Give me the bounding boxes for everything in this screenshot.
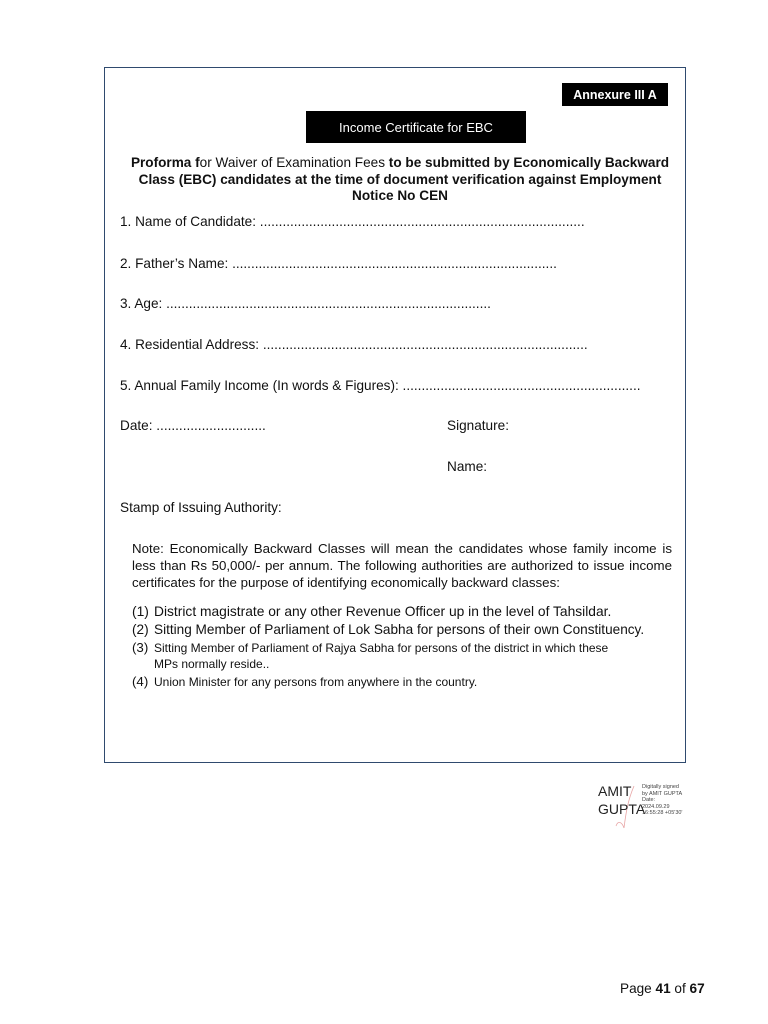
proforma-bold-end: to be submitted by Economically Backward Class (EBC) candidates at the time of document verification against Employment Notice No CEN bbox=[138, 155, 670, 203]
page-number bbox=[620, 981, 705, 996]
stamp-line: by AMIT GUPTA bbox=[642, 790, 683, 797]
annexure-label: Annexure III A bbox=[562, 83, 668, 106]
page-prefix: Page bbox=[620, 981, 656, 996]
list-item-text: Sitting Member of Parliament of Lok Sabha for persons of their own Constituency. bbox=[154, 622, 645, 637]
signer-last-name: GUPTA bbox=[598, 801, 646, 817]
list-item-text: Union Minister for any persons from anywhere in the country. bbox=[154, 675, 478, 689]
field-stamp: Stamp of Issuing Authority: bbox=[120, 500, 282, 515]
field-father-name: 2. Father’s Name: ...................................................................................... bbox=[120, 256, 557, 271]
stamp-line: 2024.09.29 bbox=[642, 803, 670, 810]
digital-signature bbox=[598, 782, 698, 832]
signature-stamp-text bbox=[642, 784, 683, 817]
stamp-line: Date: bbox=[642, 797, 656, 803]
proforma-bold-start: Proforma f bbox=[130, 155, 200, 170]
field-residential-address: 4. Residential Address: ...................................................................................... bbox=[120, 337, 588, 352]
field-name: Name: bbox=[447, 459, 488, 474]
page-total: 67 bbox=[689, 981, 705, 996]
list-item-text: Sitting Member of Parliament of Rajya Sabha for persons of the district in which these bbox=[154, 641, 609, 655]
page-current: 41 bbox=[655, 981, 671, 996]
field-candidate-name: 1. Name of Candidate: ...................................................................................... bbox=[120, 214, 585, 229]
proforma-heading bbox=[124, 155, 676, 205]
eligibility-note: Note: Economically Backward Classes will mean the candidates whose family income is less than Rs 50,000/- per annum. The following authorities are authorized to issue income certificates for the purpose of identifying economically backward classes: bbox=[132, 541, 672, 590]
list-item-number: (2) bbox=[132, 622, 149, 637]
proforma-plain: or Waiver of Examination Fees bbox=[199, 155, 389, 170]
page-of: of bbox=[670, 981, 690, 996]
list-item-number: (4) bbox=[132, 674, 149, 689]
list-item bbox=[132, 674, 477, 689]
list-item-number: (3) bbox=[132, 640, 149, 655]
certificate-title: Income Certificate for EBC bbox=[306, 111, 526, 143]
stamp-line: 16:55:28 +05'30' bbox=[642, 810, 683, 816]
signer-first-name: AMIT bbox=[598, 783, 632, 799]
field-age: 3. Age: ...................................................................................... bbox=[120, 296, 491, 311]
list-item bbox=[132, 604, 611, 619]
list-item-continuation: MPs normally reside.. bbox=[154, 657, 270, 671]
list-item-number: (1) bbox=[132, 604, 149, 619]
list-item-text: District magistrate or any other Revenue Officer up in the level of Tahsildar. bbox=[154, 604, 612, 619]
signer-name bbox=[598, 782, 645, 818]
list-item bbox=[132, 622, 644, 637]
stamp-line: Digitally signed bbox=[642, 784, 679, 790]
field-date: Date: ............................. bbox=[120, 418, 266, 433]
list-item bbox=[132, 640, 608, 655]
field-annual-income: 5. Annual Family Income (In words & Figures): ............................................................... bbox=[120, 378, 641, 393]
field-signature: Signature: bbox=[447, 418, 509, 433]
